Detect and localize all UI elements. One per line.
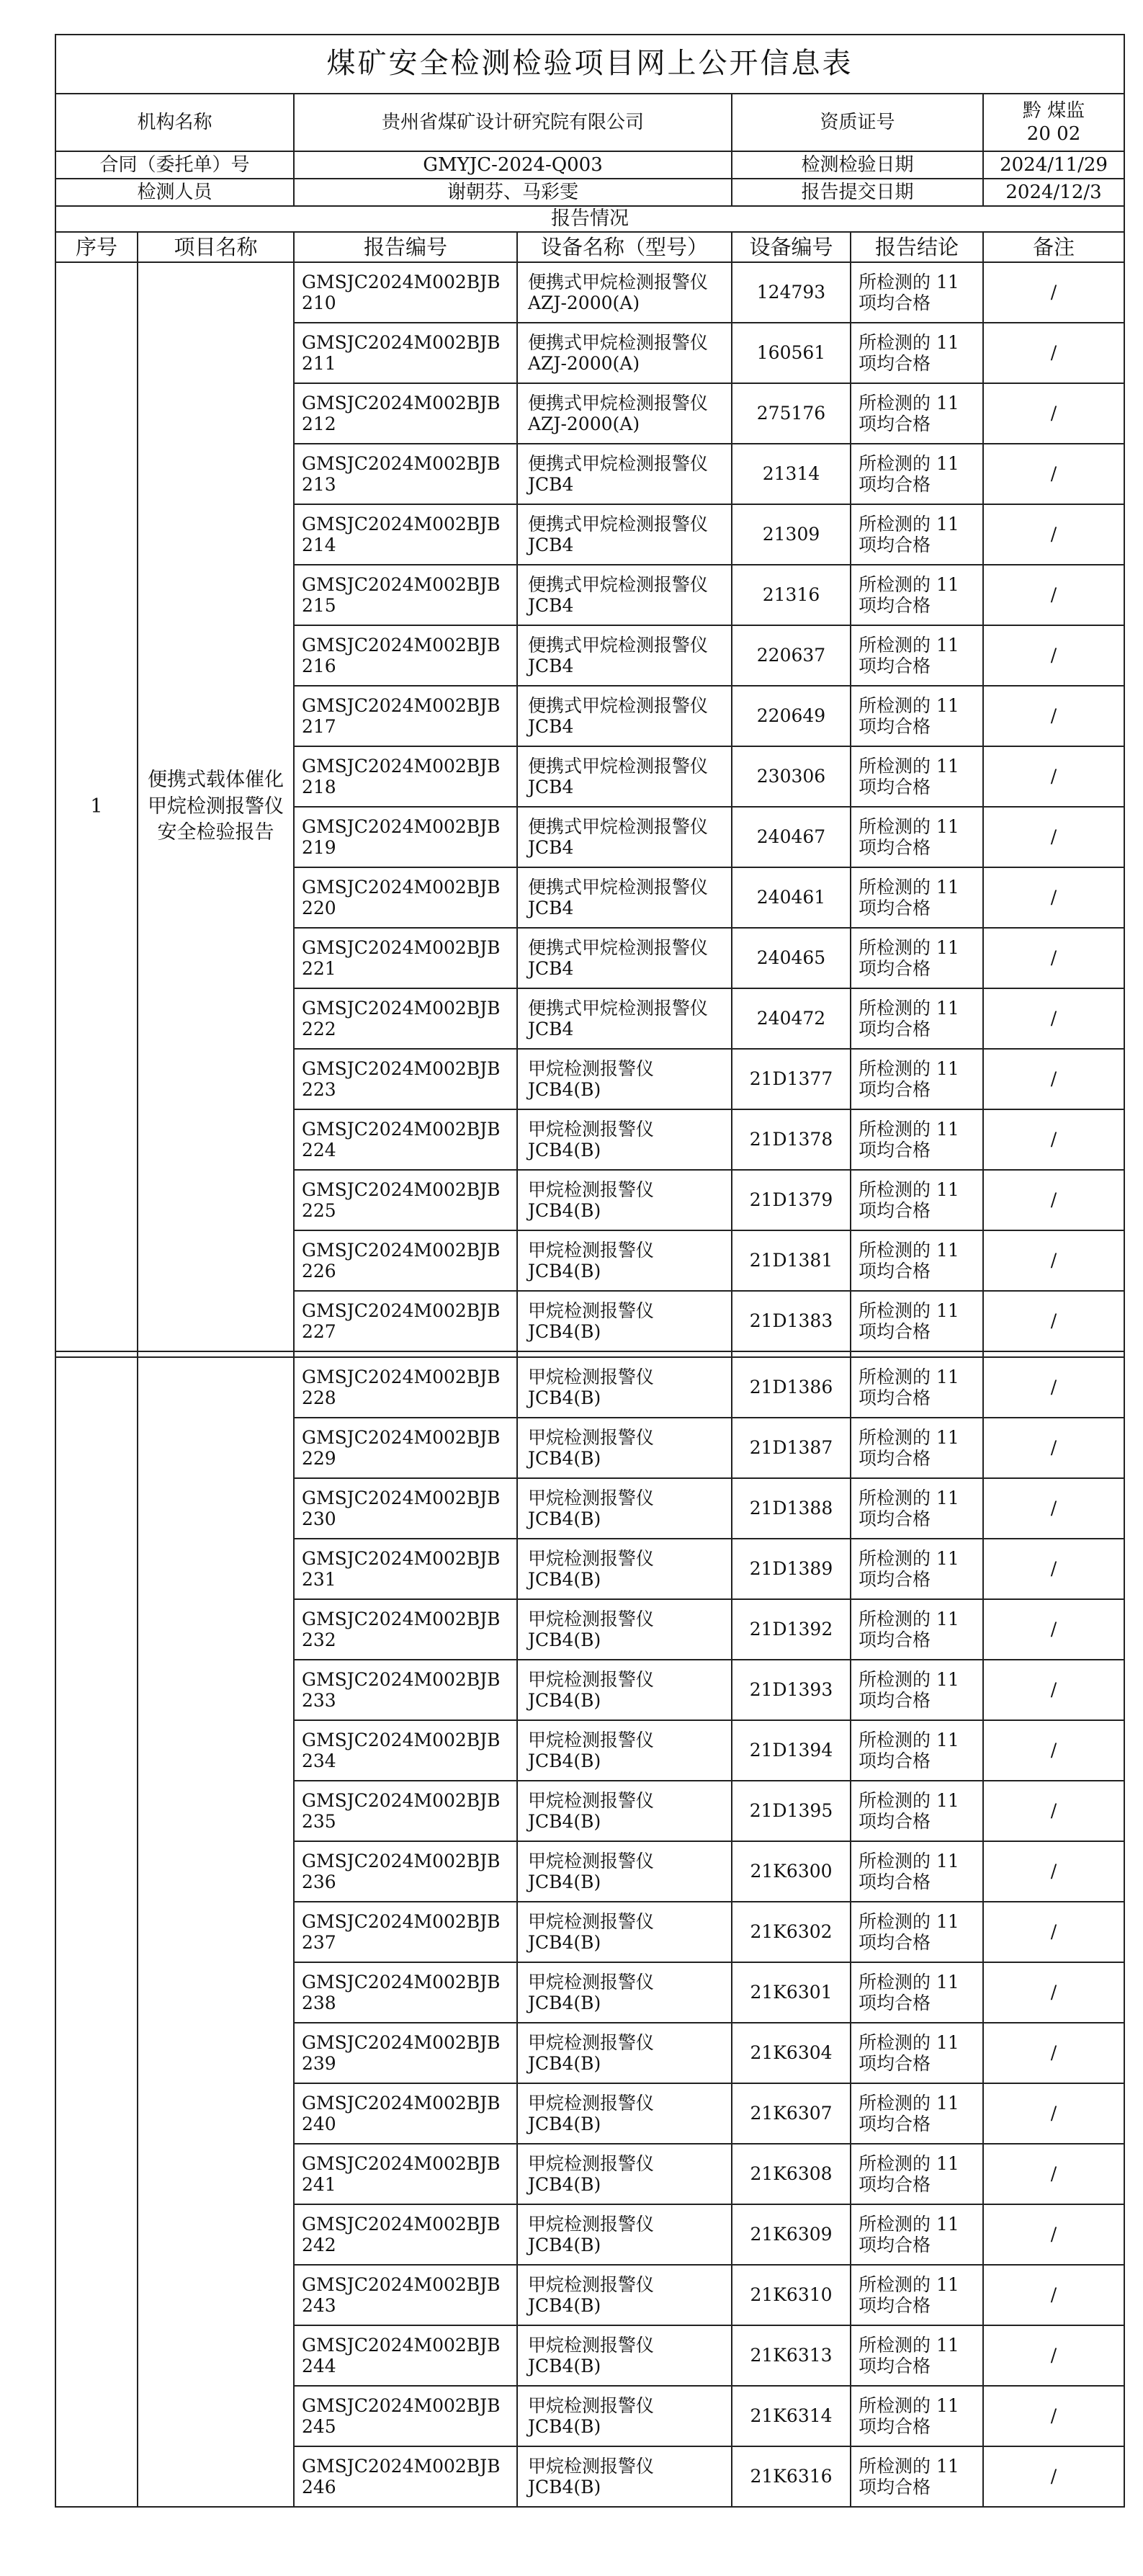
device-name: 便携式甲烷检测报警仪 JCB4 bbox=[517, 928, 732, 988]
report-number: GMSJC2024M002BJB 244 bbox=[294, 2325, 517, 2386]
device-serial: 220637 bbox=[732, 625, 851, 686]
device-serial: 240472 bbox=[732, 988, 851, 1049]
org-label: 机构名称 bbox=[55, 94, 294, 151]
contract-label: 合同（委托单）号 bbox=[55, 151, 294, 179]
device-serial: 21K6313 bbox=[732, 2325, 851, 2386]
report-number: GMSJC2024M002BJB 223 bbox=[294, 1049, 517, 1109]
device-name: 便携式甲烷检测报警仪 JCB4 bbox=[517, 867, 732, 928]
remark: / bbox=[983, 565, 1124, 625]
report-conclusion: 所检测的 11 项均合格 bbox=[851, 2023, 983, 2083]
report-number: GMSJC2024M002BJB 246 bbox=[294, 2446, 517, 2507]
device-serial: 21D1383 bbox=[732, 1291, 851, 1351]
report-number: GMSJC2024M002BJB 242 bbox=[294, 2204, 517, 2265]
device-name: 甲烷检测报警仪 JCB4(B) bbox=[517, 1841, 732, 1902]
remark: / bbox=[983, 1660, 1124, 1720]
device-serial: 220649 bbox=[732, 686, 851, 746]
staff-label: 检测人员 bbox=[55, 179, 294, 206]
device-serial: 21K6307 bbox=[732, 2083, 851, 2144]
page-break-cell bbox=[517, 1351, 732, 1357]
report-conclusion: 所检测的 11 项均合格 bbox=[851, 1841, 983, 1902]
remark: / bbox=[983, 867, 1124, 928]
report-conclusion: 所检测的 11 项均合格 bbox=[851, 323, 983, 383]
device-serial: 21D1378 bbox=[732, 1109, 851, 1170]
info-table bbox=[55, 34, 1125, 2508]
column-header: 报告编号 bbox=[294, 232, 517, 262]
remark: / bbox=[983, 1418, 1124, 1478]
section-title: 报告情况 bbox=[55, 206, 1124, 232]
device-serial: 124793 bbox=[732, 262, 851, 323]
device-serial: 21K6310 bbox=[732, 2265, 851, 2325]
report-conclusion: 所检测的 11 项均合格 bbox=[851, 686, 983, 746]
table-row bbox=[55, 262, 1124, 323]
device-serial: 21K6314 bbox=[732, 2386, 851, 2446]
remark: / bbox=[983, 1962, 1124, 2023]
remark: / bbox=[983, 2144, 1124, 2204]
report-conclusion: 所检测的 11 项均合格 bbox=[851, 1962, 983, 2023]
device-name: 甲烷检测报警仪 JCB4(B) bbox=[517, 2325, 732, 2386]
report-conclusion: 所检测的 11 项均合格 bbox=[851, 1291, 983, 1351]
device-name: 甲烷检测报警仪 JCB4(B) bbox=[517, 1781, 732, 1841]
staff-value: 谢朝芬、马彩雯 bbox=[294, 179, 732, 206]
report-conclusion: 所检测的 11 项均合格 bbox=[851, 2144, 983, 2204]
report-conclusion: 所检测的 11 项均合格 bbox=[851, 1720, 983, 1781]
device-serial: 21D1377 bbox=[732, 1049, 851, 1109]
report-conclusion: 所检测的 11 项均合格 bbox=[851, 262, 983, 323]
remark: / bbox=[983, 2204, 1124, 2265]
column-header: 序号 bbox=[55, 232, 138, 262]
report-conclusion: 所检测的 11 项均合格 bbox=[851, 1170, 983, 1230]
qual-value bbox=[983, 94, 1124, 151]
device-name: 甲烷检测报警仪 JCB4(B) bbox=[517, 1049, 732, 1109]
remark: / bbox=[983, 2083, 1124, 2144]
remark: / bbox=[983, 988, 1124, 1049]
report-conclusion: 所检测的 11 项均合格 bbox=[851, 444, 983, 504]
report-conclusion: 所检测的 11 项均合格 bbox=[851, 504, 983, 565]
page-break-cell bbox=[851, 1351, 983, 1357]
column-header: 备注 bbox=[983, 232, 1124, 262]
report-conclusion: 所检测的 11 项均合格 bbox=[851, 1599, 983, 1660]
report-number: GMSJC2024M002BJB 236 bbox=[294, 1841, 517, 1902]
report-number: GMSJC2024M002BJB 240 bbox=[294, 2083, 517, 2144]
device-name: 甲烷检测报警仪 JCB4(B) bbox=[517, 2023, 732, 2083]
device-serial: 21K6301 bbox=[732, 1962, 851, 2023]
page-break-cell bbox=[55, 1351, 138, 1357]
report-conclusion: 所检测的 11 项均合格 bbox=[851, 2204, 983, 2265]
remark: / bbox=[983, 504, 1124, 565]
remark: / bbox=[983, 2446, 1124, 2507]
device-name: 便携式甲烷检测报警仪 AZJ-2000(A) bbox=[517, 323, 732, 383]
report-conclusion: 所检测的 11 项均合格 bbox=[851, 565, 983, 625]
index-cell bbox=[55, 1357, 138, 2507]
remark: / bbox=[983, 262, 1124, 323]
remark: / bbox=[983, 1230, 1124, 1291]
device-serial: 21K6308 bbox=[732, 2144, 851, 2204]
qual-value-line1: 黔 煤监 bbox=[1022, 99, 1085, 122]
report-conclusion: 所检测的 11 项均合格 bbox=[851, 1781, 983, 1841]
report-conclusion: 所检测的 11 项均合格 bbox=[851, 1049, 983, 1109]
device-name: 便携式甲烷检测报警仪 AZJ-2000(A) bbox=[517, 383, 732, 444]
remark: / bbox=[983, 323, 1124, 383]
device-serial: 21D1389 bbox=[732, 1539, 851, 1599]
device-name: 甲烷检测报警仪 JCB4(B) bbox=[517, 1230, 732, 1291]
device-serial: 275176 bbox=[732, 383, 851, 444]
column-header: 项目名称 bbox=[138, 232, 294, 262]
device-name: 甲烷检测报警仪 JCB4(B) bbox=[517, 1660, 732, 1720]
device-name: 便携式甲烷检测报警仪 JCB4 bbox=[517, 625, 732, 686]
remark: / bbox=[983, 383, 1124, 444]
report-conclusion: 所检测的 11 项均合格 bbox=[851, 867, 983, 928]
remark: / bbox=[983, 2265, 1124, 2325]
device-serial: 21D1386 bbox=[732, 1357, 851, 1418]
device-name: 便携式甲烷检测报警仪 JCB4 bbox=[517, 746, 732, 807]
device-name: 甲烷检测报警仪 JCB4(B) bbox=[517, 1539, 732, 1599]
remark: / bbox=[983, 2325, 1124, 2386]
report-conclusion: 所检测的 11 项均合格 bbox=[851, 928, 983, 988]
remark: / bbox=[983, 1841, 1124, 1902]
remark: / bbox=[983, 746, 1124, 807]
device-serial: 21D1394 bbox=[732, 1720, 851, 1781]
device-name: 甲烷检测报警仪 JCB4(B) bbox=[517, 2144, 732, 2204]
qual-label: 资质证号 bbox=[732, 94, 983, 151]
report-conclusion: 所检测的 11 项均合格 bbox=[851, 2083, 983, 2144]
device-serial: 21D1387 bbox=[732, 1418, 851, 1478]
report-conclusion: 所检测的 11 项均合格 bbox=[851, 625, 983, 686]
device-serial: 21D1395 bbox=[732, 1781, 851, 1841]
page-title: 煤矿安全检测检验项目网上公开信息表 bbox=[55, 35, 1124, 94]
index-cell: 1 bbox=[55, 262, 138, 1351]
page-break-cell bbox=[294, 1351, 517, 1357]
device-name: 甲烷检测报警仪 JCB4(B) bbox=[517, 1170, 732, 1230]
remark: / bbox=[983, 1357, 1124, 1418]
device-serial: 21K6316 bbox=[732, 2446, 851, 2507]
remark: / bbox=[983, 2386, 1124, 2446]
device-serial: 21309 bbox=[732, 504, 851, 565]
remark: / bbox=[983, 1170, 1124, 1230]
report-number: GMSJC2024M002BJB 212 bbox=[294, 383, 517, 444]
report-conclusion: 所检测的 11 项均合格 bbox=[851, 1109, 983, 1170]
device-name: 甲烷检测报警仪 JCB4(B) bbox=[517, 2265, 732, 2325]
report-number: GMSJC2024M002BJB 211 bbox=[294, 323, 517, 383]
report-number: GMSJC2024M002BJB 222 bbox=[294, 988, 517, 1049]
remark: / bbox=[983, 1478, 1124, 1539]
remark: / bbox=[983, 1291, 1124, 1351]
report-number: GMSJC2024M002BJB 221 bbox=[294, 928, 517, 988]
report-conclusion: 所检测的 11 项均合格 bbox=[851, 1357, 983, 1418]
device-serial: 21K6304 bbox=[732, 2023, 851, 2083]
report-number: GMSJC2024M002BJB 230 bbox=[294, 1478, 517, 1539]
report-number: GMSJC2024M002BJB 229 bbox=[294, 1418, 517, 1478]
org-value: 贵州省煤矿设计研究院有限公司 bbox=[294, 94, 732, 151]
report-conclusion: 所检测的 11 项均合格 bbox=[851, 2386, 983, 2446]
device-name: 便携式甲烷检测报警仪 JCB4 bbox=[517, 504, 732, 565]
report-number: GMSJC2024M002BJB 216 bbox=[294, 625, 517, 686]
device-serial: 21D1392 bbox=[732, 1599, 851, 1660]
report-number: GMSJC2024M002BJB 227 bbox=[294, 1291, 517, 1351]
report-conclusion: 所检测的 11 项均合格 bbox=[851, 1660, 983, 1720]
device-serial: 240465 bbox=[732, 928, 851, 988]
report-conclusion: 所检测的 11 项均合格 bbox=[851, 2446, 983, 2507]
report-number: GMSJC2024M002BJB 234 bbox=[294, 1720, 517, 1781]
report-number: GMSJC2024M002BJB 239 bbox=[294, 2023, 517, 2083]
remark: / bbox=[983, 1902, 1124, 1962]
device-name: 便携式甲烷检测报警仪 JCB4 bbox=[517, 686, 732, 746]
page-break-cell bbox=[138, 1351, 294, 1357]
report-number: GMSJC2024M002BJB 228 bbox=[294, 1357, 517, 1418]
report-number: GMSJC2024M002BJB 220 bbox=[294, 867, 517, 928]
qual-value-line2: 20 02 bbox=[1026, 123, 1081, 145]
device-serial: 21D1388 bbox=[732, 1478, 851, 1539]
report-conclusion: 所检测的 11 项均合格 bbox=[851, 1230, 983, 1291]
device-name: 便携式甲烷检测报警仪 JCB4 bbox=[517, 807, 732, 867]
report-conclusion: 所检测的 11 项均合格 bbox=[851, 2325, 983, 2386]
report-number: GMSJC2024M002BJB 213 bbox=[294, 444, 517, 504]
report-conclusion: 所检测的 11 项均合格 bbox=[851, 988, 983, 1049]
report-conclusion: 所检测的 11 项均合格 bbox=[851, 746, 983, 807]
remark: / bbox=[983, 444, 1124, 504]
device-name: 便携式甲烷检测报警仪 AZJ-2000(A) bbox=[517, 262, 732, 323]
remark: / bbox=[983, 625, 1124, 686]
remark: / bbox=[983, 1049, 1124, 1109]
remark: / bbox=[983, 2023, 1124, 2083]
remark: / bbox=[983, 1539, 1124, 1599]
device-name: 甲烷检测报警仪 JCB4(B) bbox=[517, 1962, 732, 2023]
report-number: GMSJC2024M002BJB 224 bbox=[294, 1109, 517, 1170]
device-serial: 240461 bbox=[732, 867, 851, 928]
submit-date-label: 报告提交日期 bbox=[732, 179, 983, 206]
device-serial: 21K6302 bbox=[732, 1902, 851, 1962]
remark: / bbox=[983, 1599, 1124, 1660]
contract-value: GMYJC-2024-Q003 bbox=[294, 151, 732, 179]
device-name: 甲烷检测报警仪 JCB4(B) bbox=[517, 1902, 732, 1962]
report-number: GMSJC2024M002BJB 214 bbox=[294, 504, 517, 565]
report-number: GMSJC2024M002BJB 237 bbox=[294, 1902, 517, 1962]
device-name: 甲烷检测报警仪 JCB4(B) bbox=[517, 1291, 732, 1351]
report-number: GMSJC2024M002BJB 243 bbox=[294, 2265, 517, 2325]
report-number: GMSJC2024M002BJB 218 bbox=[294, 746, 517, 807]
device-serial: 230306 bbox=[732, 746, 851, 807]
device-name: 甲烷检测报警仪 JCB4(B) bbox=[517, 1478, 732, 1539]
page-break-cell bbox=[983, 1351, 1124, 1357]
report-number: GMSJC2024M002BJB 217 bbox=[294, 686, 517, 746]
device-name: 甲烷检测报警仪 JCB4(B) bbox=[517, 1357, 732, 1418]
device-serial: 240467 bbox=[732, 807, 851, 867]
report-number: GMSJC2024M002BJB 225 bbox=[294, 1170, 517, 1230]
column-header: 设备名称（型号） bbox=[517, 232, 732, 262]
device-serial: 21K6300 bbox=[732, 1841, 851, 1902]
page-break-cell bbox=[732, 1351, 851, 1357]
remark: / bbox=[983, 1720, 1124, 1781]
remark: / bbox=[983, 928, 1124, 988]
report-number: GMSJC2024M002BJB 245 bbox=[294, 2386, 517, 2446]
inspect-date-value: 2024/11/29 bbox=[983, 151, 1124, 179]
device-name: 便携式甲烷检测报警仪 JCB4 bbox=[517, 565, 732, 625]
submit-date-value: 2024/12/3 bbox=[983, 179, 1124, 206]
device-serial: 21D1379 bbox=[732, 1170, 851, 1230]
device-serial: 21K6309 bbox=[732, 2204, 851, 2265]
report-number: GMSJC2024M002BJB 235 bbox=[294, 1781, 517, 1841]
device-serial: 21D1381 bbox=[732, 1230, 851, 1291]
device-serial: 21D1393 bbox=[732, 1660, 851, 1720]
report-number: GMSJC2024M002BJB 231 bbox=[294, 1539, 517, 1599]
report-conclusion: 所检测的 11 项均合格 bbox=[851, 1902, 983, 1962]
report-conclusion: 所检测的 11 项均合格 bbox=[851, 1539, 983, 1599]
remark: / bbox=[983, 807, 1124, 867]
device-name: 甲烷检测报警仪 JCB4(B) bbox=[517, 1418, 732, 1478]
device-serial: 160561 bbox=[732, 323, 851, 383]
report-conclusion: 所检测的 11 项均合格 bbox=[851, 383, 983, 444]
device-name: 甲烷检测报警仪 JCB4(B) bbox=[517, 1599, 732, 1660]
column-header: 设备编号 bbox=[732, 232, 851, 262]
device-name: 便携式甲烷检测报警仪 JCB4 bbox=[517, 988, 732, 1049]
report-number: GMSJC2024M002BJB 226 bbox=[294, 1230, 517, 1291]
project-cell: 便携式载体催化甲烷检测报警仪安全检验报告 bbox=[138, 262, 294, 1351]
report-conclusion: 所检测的 11 项均合格 bbox=[851, 1418, 983, 1478]
report-number: GMSJC2024M002BJB 232 bbox=[294, 1599, 517, 1660]
report-conclusion: 所检测的 11 项均合格 bbox=[851, 2265, 983, 2325]
project-cell bbox=[138, 1357, 294, 2507]
remark: / bbox=[983, 1781, 1124, 1841]
inspect-date-label: 检测检验日期 bbox=[732, 151, 983, 179]
report-number: GMSJC2024M002BJB 238 bbox=[294, 1962, 517, 2023]
device-name: 便携式甲烷检测报警仪 JCB4 bbox=[517, 444, 732, 504]
page-break bbox=[55, 1351, 1124, 1357]
device-serial: 21314 bbox=[732, 444, 851, 504]
remark: / bbox=[983, 686, 1124, 746]
column-header: 报告结论 bbox=[851, 232, 983, 262]
device-name: 甲烷检测报警仪 JCB4(B) bbox=[517, 1109, 732, 1170]
report-conclusion: 所检测的 11 项均合格 bbox=[851, 807, 983, 867]
device-name: 甲烷检测报警仪 JCB4(B) bbox=[517, 2446, 732, 2507]
report-number: GMSJC2024M002BJB 215 bbox=[294, 565, 517, 625]
device-name: 甲烷检测报警仪 JCB4(B) bbox=[517, 2083, 732, 2144]
device-name: 甲烷检测报警仪 JCB4(B) bbox=[517, 2386, 732, 2446]
report-conclusion: 所检测的 11 项均合格 bbox=[851, 1478, 983, 1539]
device-name: 甲烷检测报警仪 JCB4(B) bbox=[517, 1720, 732, 1781]
report-number: GMSJC2024M002BJB 219 bbox=[294, 807, 517, 867]
report-number: GMSJC2024M002BJB 233 bbox=[294, 1660, 517, 1720]
info-sheet bbox=[55, 34, 1124, 2508]
table-row bbox=[55, 1357, 1124, 1418]
device-serial: 21316 bbox=[732, 565, 851, 625]
device-name: 甲烷检测报警仪 JCB4(B) bbox=[517, 2204, 732, 2265]
remark: / bbox=[983, 1109, 1124, 1170]
report-number: GMSJC2024M002BJB 210 bbox=[294, 262, 517, 323]
report-number: GMSJC2024M002BJB 241 bbox=[294, 2144, 517, 2204]
